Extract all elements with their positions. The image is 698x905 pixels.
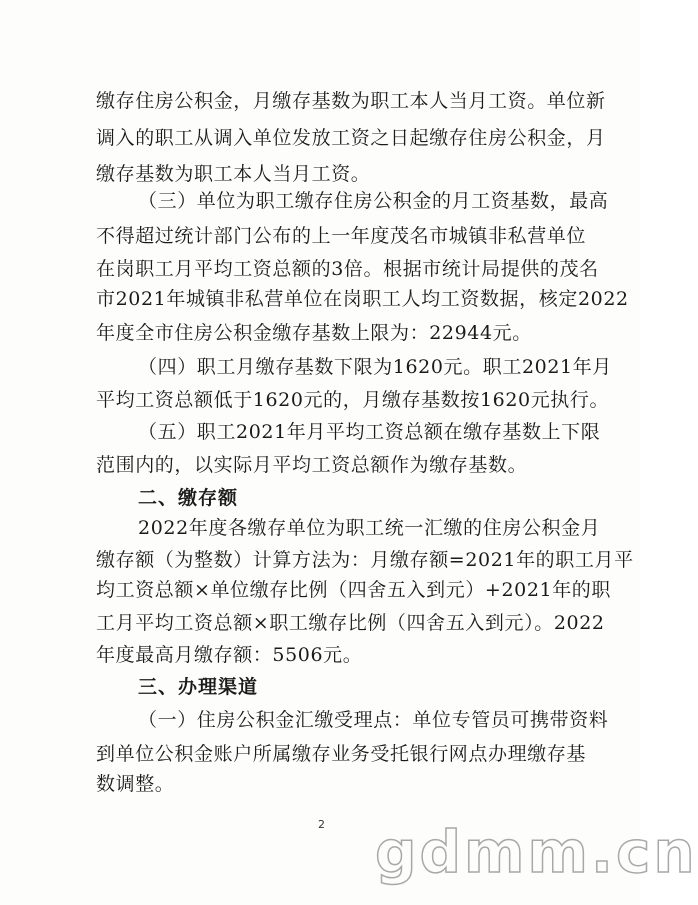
paragraph-line: 均工资总额×单位缴存比例（四舍五入到元）+2021年的职 (96, 579, 611, 601)
paragraph-line: 在岗职工月平均工资总额的3倍。根据市统计局提供的茂名 (96, 258, 599, 280)
paragraph-line: 调入的职工从调入单位发放工资之日起缴存住房公积金，月 (96, 127, 606, 149)
paragraph-line: 平均工资总额低于1620元的，月缴存基数按1620元执行。 (96, 389, 610, 411)
paragraph-line: 年度最高月缴存额：5506元。 (96, 644, 363, 666)
page-number: 2 (318, 818, 325, 831)
paragraph-line: 不得超过统计部门公布的上一年度茂名市城镇非私营单位 (96, 225, 587, 247)
section-heading-channels: 三、办理渠道 (138, 676, 259, 698)
paragraph-line: 工月平均工资总额×职工缴存比例（四舍五入到元）。2022 (96, 612, 605, 634)
paragraph-line: （四）职工月缴存基数下限为1620元。职工2021年月 (138, 356, 612, 378)
paragraph-line: （三）单位为职工缴存住房公积金的月工资基数，最高 (138, 190, 609, 212)
paragraph-line: 到单位公积金账户所属缴存业务受托银行网点办理缴存基 (96, 743, 587, 765)
paragraph-line: 缴存基数为职工本人当月工资。 (96, 163, 371, 185)
section-heading-payment-amount: 二、缴存额 (138, 487, 239, 509)
paragraph-line: 市2021年城镇非私营单位在岗职工人均工资数据，核定2022 (96, 288, 629, 310)
paragraph-line: 数调整。 (96, 773, 175, 795)
paragraph-line: （一）住房公积金汇缴受理点：单位专管员可携带资料 (138, 709, 609, 731)
paragraph-line: 缴存额（为整数）计算方法为：月缴存额=2021年的职工月平 (96, 549, 634, 571)
paragraph-line: 年度全市住房公积金缴存基数上限为：22944元。 (96, 322, 532, 344)
paragraph-line: 缴存住房公积金，月缴存基数为职工本人当月工资。单位新 (96, 90, 606, 112)
paragraph-line: 范围内的，以实际月平均工资总额作为缴存基数。 (96, 454, 528, 476)
watermark-logo: gdmm.cn (375, 818, 698, 886)
paragraph-line: （五）职工2021年月平均工资总额在缴存基数上下限 (138, 421, 601, 443)
paragraph-line: 2022年度各缴存单位为职工统一汇缴的住房公积金月 (138, 517, 601, 539)
